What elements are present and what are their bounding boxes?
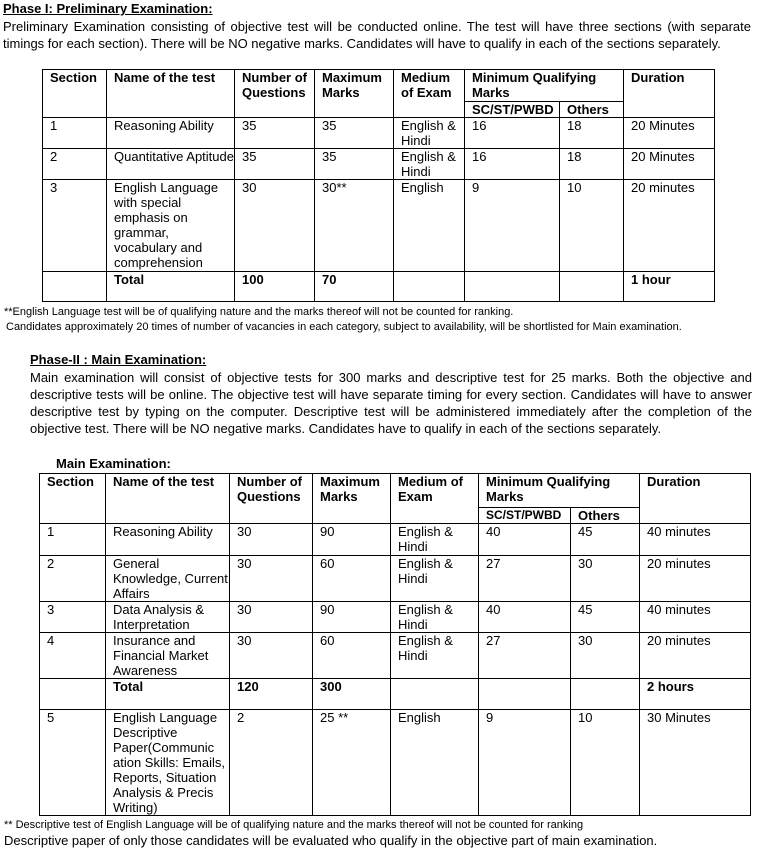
p1-header-questions: Number of Questions — [235, 70, 315, 118]
cell-total-label: Total — [106, 679, 230, 710]
p1-header-medium: Medium of Exam — [394, 70, 465, 118]
cell-duration: 30 Minutes — [640, 710, 751, 816]
cell-sc: 27 — [479, 556, 571, 602]
cell-others: 10 — [571, 710, 640, 816]
table-row — [43, 180, 715, 272]
empty-cell — [394, 272, 465, 302]
cell-total-questions: 120 — [230, 679, 313, 710]
cell-others: 30 — [571, 633, 640, 679]
cell-section: 2 — [40, 556, 106, 602]
cell-sc: 16 — [465, 149, 560, 180]
cell-marks: 60 — [313, 633, 391, 679]
table-row — [40, 524, 751, 556]
cell-duration: 20 minutes — [640, 633, 751, 679]
cell-total-label: Total — [107, 272, 235, 302]
p1-header-section: Section — [43, 70, 107, 118]
cell-medium: English & Hindi — [391, 556, 479, 602]
p1-header-duration: Duration — [624, 70, 715, 118]
cell-name: Quantitative Aptitude — [107, 149, 235, 180]
empty-cell — [560, 272, 624, 302]
cell-marks: 90 — [313, 602, 391, 633]
cell-name: Reasoning Ability — [106, 524, 230, 556]
cell-others: 30 — [571, 556, 640, 602]
phase2-note-1: ** Descriptive test of English Language will be of qualifying nature and the marks thereof will not be counted for ranking — [4, 819, 584, 831]
cell-medium: English & Hindi — [394, 149, 465, 180]
p2-header-section: Section — [40, 474, 106, 524]
cell-total-marks: 70 — [315, 272, 394, 302]
cell-total-duration: 2 hours — [640, 679, 751, 710]
cell-name: Reasoning Ability — [107, 118, 235, 149]
p2-header-questions: Number of Questions — [230, 474, 313, 524]
p2-header-medium: Medium of Exam — [391, 474, 479, 524]
p2-header-min-qualifying: Minimum Qualifying Marks — [479, 474, 640, 508]
phase1-paragraph: Preliminary Examination consisting of objective test will be conducted online. The test will have three sections (with separate timings for each section). There will be NO negative marks. Candidates will have to qualify in each of the sections separately. — [3, 19, 751, 51]
cell-section: 4 — [40, 633, 106, 679]
table-row — [40, 633, 751, 679]
cell-others: 45 — [571, 524, 640, 556]
p1-header-marks: Maximum Marks — [315, 70, 394, 118]
cell-medium: English — [394, 180, 465, 272]
p2-header-sc: SC/ST/PWBD — [479, 508, 571, 524]
p1-header-name: Name of the test — [107, 70, 235, 118]
p1-header-min-qualifying: Minimum Qualifying Marks — [465, 70, 624, 102]
table-row — [40, 602, 751, 633]
p2-header-others: Others — [571, 508, 640, 524]
cell-name: English Language with special emphasis on grammar, vocabulary and comprehension — [107, 180, 235, 272]
cell-others: 45 — [571, 602, 640, 633]
cell-questions: 30 — [230, 556, 313, 602]
cell-marks: 35 — [315, 118, 394, 149]
empty-cell — [571, 679, 640, 710]
cell-section: 1 — [40, 524, 106, 556]
table-row — [40, 710, 751, 816]
cell-marks: 60 — [313, 556, 391, 602]
empty-cell — [465, 272, 560, 302]
main-exam-subheading: Main Examination: — [56, 456, 171, 471]
cell-duration: 40 minutes — [640, 524, 751, 556]
cell-section: 5 — [40, 710, 106, 816]
cell-sc: 9 — [465, 180, 560, 272]
cell-sc: 40 — [479, 602, 571, 633]
cell-name: English Language Descriptive Paper(Communic ation Skills: Emails, Reports, Situation Analysis & Precis Writing) — [106, 710, 230, 816]
p2-header-marks: Maximum Marks — [313, 474, 391, 524]
total-row — [40, 679, 751, 710]
cell-total-marks: 300 — [313, 679, 391, 710]
cell-duration: 20 Minutes — [624, 118, 715, 149]
cell-medium: English & Hindi — [391, 524, 479, 556]
table-row — [43, 118, 715, 149]
cell-name: Data Analysis & Interpretation — [106, 602, 230, 633]
phase1-heading: Phase I: Preliminary Examination: — [3, 1, 213, 16]
cell-others: 18 — [560, 118, 624, 149]
cell-sc: 40 — [479, 524, 571, 556]
cell-others: 10 — [560, 180, 624, 272]
phase2-paragraph: Main examination will consist of objective tests for 300 marks and descriptive test for 25 marks. Both the objective and descriptive tests will be online. The objective test will have separate timing for every section. Candidates will have to answer descriptive test by typing on the computer. Descriptive test will be administered immediately after the completion of the objective test. There will be NO negative marks. Candidates have to qualify in each of the sections separately. — [30, 370, 752, 436]
cell-sc: 16 — [465, 118, 560, 149]
cell-questions: 30 — [230, 602, 313, 633]
cell-name: Insurance and Financial Market Awareness — [106, 633, 230, 679]
cell-total-duration: 1 hour — [624, 272, 715, 302]
phase2-heading: Phase-II : Main Examination: — [30, 352, 207, 367]
cell-duration: 40 minutes — [640, 602, 751, 633]
cell-section: 3 — [43, 180, 107, 272]
cell-marks: 25 ** — [313, 710, 391, 816]
total-row — [43, 272, 715, 302]
phase2-note-2: Descriptive paper of only those candidates will be evaluated who qualify in the objective part of main examination. — [4, 833, 658, 848]
empty-cell — [391, 679, 479, 710]
empty-cell — [40, 679, 106, 710]
phase1-table — [42, 69, 715, 302]
p2-header-duration: Duration — [640, 474, 751, 524]
cell-medium: English & Hindi — [394, 118, 465, 149]
cell-questions: 2 — [230, 710, 313, 816]
table-row — [43, 149, 715, 180]
cell-name: General Knowledge, Current Affairs — [106, 556, 230, 602]
cell-questions: 30 — [230, 524, 313, 556]
cell-medium: English & Hindi — [391, 633, 479, 679]
empty-cell — [479, 679, 571, 710]
cell-questions: 30 — [235, 180, 315, 272]
empty-cell — [43, 272, 107, 302]
p2-header-name: Name of the test — [106, 474, 230, 524]
cell-duration: 20 minutes — [624, 180, 715, 272]
cell-questions: 30 — [230, 633, 313, 679]
cell-total-questions: 100 — [235, 272, 315, 302]
cell-marks: 30** — [315, 180, 394, 272]
cell-section: 3 — [40, 602, 106, 633]
cell-marks: 35 — [315, 149, 394, 180]
cell-questions: 35 — [235, 149, 315, 180]
cell-section: 2 — [43, 149, 107, 180]
p1-header-others: Others — [560, 102, 624, 118]
phase1-note-1: **English Language test will be of qualifying nature and the marks thereof will not be counted for ranking. — [4, 306, 514, 318]
cell-sc: 27 — [479, 633, 571, 679]
cell-questions: 35 — [235, 118, 315, 149]
cell-marks: 90 — [313, 524, 391, 556]
table-row — [40, 556, 751, 602]
cell-sc: 9 — [479, 710, 571, 816]
cell-section: 1 — [43, 118, 107, 149]
cell-others: 18 — [560, 149, 624, 180]
cell-medium: English — [391, 710, 479, 816]
phase2-table — [39, 473, 751, 816]
p1-header-sc: SC/ST/PWBD — [465, 102, 560, 118]
cell-duration: 20 minutes — [640, 556, 751, 602]
cell-medium: English & Hindi — [391, 602, 479, 633]
cell-duration: 20 Minutes — [624, 149, 715, 180]
phase1-note-2: Candidates approximately 20 times of number of vacancies in each category, subject to availability, will be shortlisted for Main examination. — [6, 321, 682, 333]
